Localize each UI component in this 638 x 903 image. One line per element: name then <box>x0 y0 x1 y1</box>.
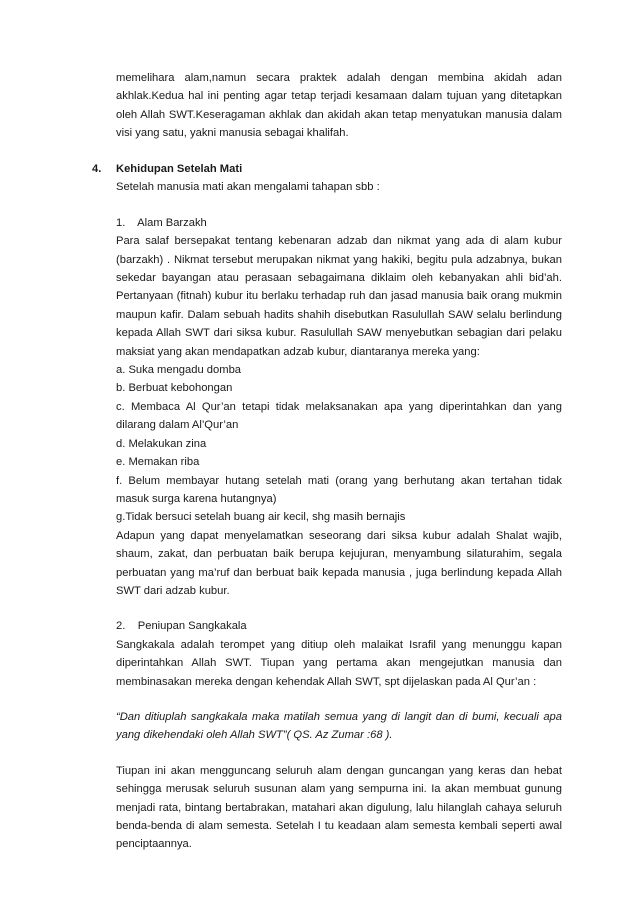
quran-quote: “Dan ditiuplah sangkakala maka matilah semua yang di langit dan di bumi, kecuali apa yang dikehendaki oleh Allah SWT”( QS. Az Zumar :68 ). <box>116 710 562 742</box>
section-lead: Setelah manusia mati akan mengalami tahapan sbb : <box>116 181 380 194</box>
subsection-closing-peniupan-sangkakala: Tiupan ini akan mengguncang seluruh alam dengan guncangan yang keras dan hebat sehingga merusak seluruh susunan alam yang sempurna ini. Ia akan membuat gunung menjadi rata, bintang bertabrakan, matahari akan digulung, lalu hilanglah cahaya seluruh benda-benda di alam semesta. Setelah I tu keadaan alam semesta kembali seperti awal penciptaannya. <box>116 764 562 851</box>
section-title: Kehidupan Setelah Mati <box>116 163 243 175</box>
list-item: f. Belum membayar hutang setelah mati (orang yang berhutang akan tertahan tidak masuk surga karena hutangnya) <box>116 474 562 505</box>
list-item: b. Berbuat kebohongan <box>116 382 233 395</box>
intro-block <box>116 69 562 143</box>
list-item: c. Membaca Al Qur’an tetapi tidak melaksanakan apa yang diperintahkan dan yang dilarang dalam Al’Qur’an <box>116 400 562 432</box>
list-item: e. Memakan riba <box>116 456 200 469</box>
subsection-closing-alam-barzakh: Adapun yang dapat menyelamatkan seseorang dari siksa kubur adalah Shalat wajib, shaum, zakat, dan perbuatan baik berupa kejujuran, menyambung silaturahim, segala perbuatan yang ma’ruf dan berbuat baik kepada manusia , juga berlindung kepada Allah SWT dari adzab kubur. <box>116 529 562 597</box>
intro-paragraph: memelihara alam,namun secara praktek adalah dengan membina akidah adan akhlak.Kedua hal ini penting agar tetap terjadi kesamaan dalam tujuan yang ditetapkan oleh Allah SWT.Keseragaman akhlak dan akidah akan tetap menyatukan manusia dalam visi yang satu, yakni manusia sebagai khalifah. <box>116 72 562 140</box>
list-item: a. Suka mengadu domba <box>116 364 242 377</box>
section-number: 4. <box>92 163 102 175</box>
list-item: g.Tidak bersuci setelah buang air kecil, shg masih bernajis <box>116 511 406 524</box>
subsection-heading-alam-barzakh: 1. Alam Barzakh <box>116 216 207 229</box>
subsection-paragraph-alam-barzakh: Para salaf bersepakat tentang kebenaran adzab dan nikmat yang ada di alam kubur (barzakh) . Nikmat tersebut merupakan nikmat yang hakiki, begitu pula adzabnya, bukan sekedar bayangan atau perasaan sebagaimana diklaim oleh kebanyakan ahli bid’ah. Pertanyaan (fitnah) kubur itu berlaku terhadap ruh dan jasad manusia baik orang mukmin maupun kafir. Dalam sebuah hadits shahih disebutkan Rasulullah SAW selalu berlindung kepada Allah SWT dari siksa kubur. Rasulullah SAW menyebutkan sebagian dari pelaku maksiat yang akan mendapatkan adzab kubur, diantaranya mereka yang: <box>116 235 562 358</box>
subsection-heading-peniupan-sangkakala: 2. Peniupan Sangkakala <box>116 620 247 633</box>
subsection-paragraph-peniupan-sangkakala: Sangkakala adalah terompet yang ditiup oleh malaikat Israfil yang menunggu kapan diperintahkan Allah SWT. Tiupan yang pertama akan mengejutkan manusia dan membinasakan mereka dengan kehendak Allah SWT, spt dijelaskan pada Al Qur’an : <box>116 638 562 688</box>
list-item: d. Melakukan zina <box>116 437 207 450</box>
section-body <box>116 160 562 854</box>
